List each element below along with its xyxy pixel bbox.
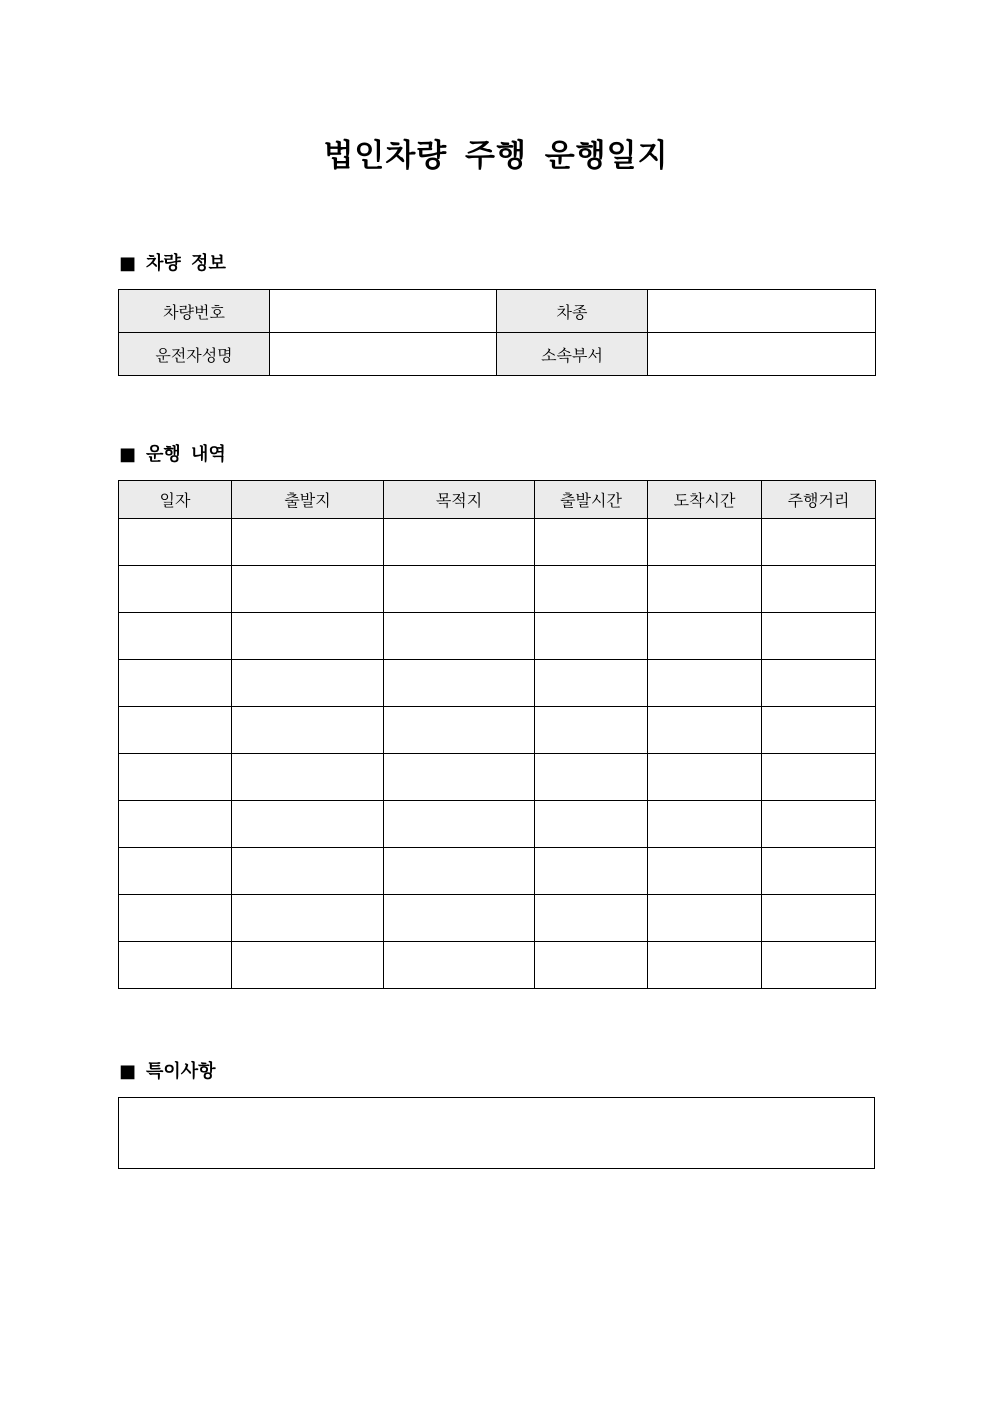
- department-field[interactable]: [648, 333, 876, 376]
- distance-cell[interactable]: [762, 566, 876, 613]
- departure-time-cell[interactable]: [535, 754, 648, 801]
- vehicle-number-label: 차량번호: [119, 290, 270, 333]
- origin-cell[interactable]: [232, 707, 384, 754]
- table-row: [119, 707, 876, 754]
- date-cell[interactable]: [119, 613, 232, 660]
- notes-heading: [119, 1060, 216, 1084]
- origin-cell[interactable]: [232, 519, 384, 566]
- departure-time-cell[interactable]: [535, 660, 648, 707]
- table-row: [119, 754, 876, 801]
- vehicle-info-row: [119, 333, 876, 376]
- column-header-distance: 주행거리: [762, 481, 876, 519]
- vehicle-info-table: [118, 289, 876, 376]
- arrival-time-cell[interactable]: [648, 801, 762, 848]
- arrival-time-cell[interactable]: [648, 660, 762, 707]
- destination-cell[interactable]: [384, 942, 535, 989]
- arrival-time-cell[interactable]: [648, 754, 762, 801]
- destination-cell[interactable]: [384, 895, 535, 942]
- operation-log-table: [118, 480, 876, 989]
- department-label: 소속부서: [497, 333, 648, 376]
- departure-time-cell[interactable]: [535, 801, 648, 848]
- origin-cell[interactable]: [232, 801, 384, 848]
- arrival-time-cell[interactable]: [648, 613, 762, 660]
- driver-name-field[interactable]: [270, 333, 497, 376]
- distance-cell[interactable]: [762, 801, 876, 848]
- table-row: [119, 613, 876, 660]
- vehicle-type-label: 차종: [497, 290, 648, 333]
- square-bullet-icon: ■: [119, 253, 137, 274]
- vehicle-type-field[interactable]: [648, 290, 876, 333]
- distance-cell[interactable]: [762, 754, 876, 801]
- origin-cell[interactable]: [232, 660, 384, 707]
- vehicle-info-row: [119, 290, 876, 333]
- operation-log-body: [119, 519, 876, 989]
- square-bullet-icon: ■: [119, 444, 137, 465]
- arrival-time-cell[interactable]: [648, 848, 762, 895]
- date-cell[interactable]: [119, 519, 232, 566]
- distance-cell[interactable]: [762, 942, 876, 989]
- origin-cell[interactable]: [232, 566, 384, 613]
- origin-cell[interactable]: [232, 942, 384, 989]
- notes-heading-text: 특이사항: [146, 1061, 216, 1082]
- table-row: [119, 848, 876, 895]
- arrival-time-cell[interactable]: [648, 895, 762, 942]
- date-cell[interactable]: [119, 848, 232, 895]
- destination-cell[interactable]: [384, 848, 535, 895]
- table-row: [119, 519, 876, 566]
- date-cell[interactable]: [119, 895, 232, 942]
- column-header-arrival-time: 도착시간: [648, 481, 762, 519]
- date-cell[interactable]: [119, 660, 232, 707]
- page-title: 법인차량 주행 운행일지: [323, 138, 669, 174]
- arrival-time-cell[interactable]: [648, 566, 762, 613]
- departure-time-cell[interactable]: [535, 707, 648, 754]
- arrival-time-cell[interactable]: [648, 707, 762, 754]
- vehicle-info-heading: [119, 252, 226, 276]
- square-bullet-icon: ■: [119, 1061, 137, 1082]
- departure-time-cell[interactable]: [535, 895, 648, 942]
- vehicle-info-heading-text: 차량 정보: [146, 253, 226, 274]
- destination-cell[interactable]: [384, 566, 535, 613]
- origin-cell[interactable]: [232, 754, 384, 801]
- column-header-origin: 출발지: [232, 481, 384, 519]
- arrival-time-cell[interactable]: [648, 519, 762, 566]
- origin-cell[interactable]: [232, 895, 384, 942]
- destination-cell[interactable]: [384, 613, 535, 660]
- table-row: [119, 801, 876, 848]
- date-cell[interactable]: [119, 801, 232, 848]
- distance-cell[interactable]: [762, 660, 876, 707]
- vehicle-number-field[interactable]: [270, 290, 497, 333]
- departure-time-cell[interactable]: [535, 942, 648, 989]
- departure-time-cell[interactable]: [535, 519, 648, 566]
- destination-cell[interactable]: [384, 519, 535, 566]
- distance-cell[interactable]: [762, 613, 876, 660]
- table-row: [119, 895, 876, 942]
- table-row: [119, 942, 876, 989]
- column-header-date: 일자: [119, 481, 232, 519]
- date-cell[interactable]: [119, 707, 232, 754]
- destination-cell[interactable]: [384, 754, 535, 801]
- notes-field[interactable]: [118, 1097, 875, 1169]
- date-cell[interactable]: [119, 754, 232, 801]
- date-cell[interactable]: [119, 566, 232, 613]
- destination-cell[interactable]: [384, 707, 535, 754]
- distance-cell[interactable]: [762, 848, 876, 895]
- table-row: [119, 660, 876, 707]
- distance-cell[interactable]: [762, 519, 876, 566]
- departure-time-cell[interactable]: [535, 613, 648, 660]
- operation-log-heading-text: 운행 내역: [146, 444, 226, 465]
- operation-log-heading: [119, 443, 226, 467]
- origin-cell[interactable]: [232, 848, 384, 895]
- date-cell[interactable]: [119, 942, 232, 989]
- operation-log-header-row: [119, 481, 876, 519]
- destination-cell[interactable]: [384, 801, 535, 848]
- driver-name-label: 운전자성명: [119, 333, 270, 376]
- departure-time-cell[interactable]: [535, 566, 648, 613]
- departure-time-cell[interactable]: [535, 848, 648, 895]
- column-header-destination: 목적지: [384, 481, 535, 519]
- distance-cell[interactable]: [762, 895, 876, 942]
- destination-cell[interactable]: [384, 660, 535, 707]
- table-row: [119, 566, 876, 613]
- arrival-time-cell[interactable]: [648, 942, 762, 989]
- distance-cell[interactable]: [762, 707, 876, 754]
- origin-cell[interactable]: [232, 613, 384, 660]
- column-header-departure-time: 출발시간: [535, 481, 648, 519]
